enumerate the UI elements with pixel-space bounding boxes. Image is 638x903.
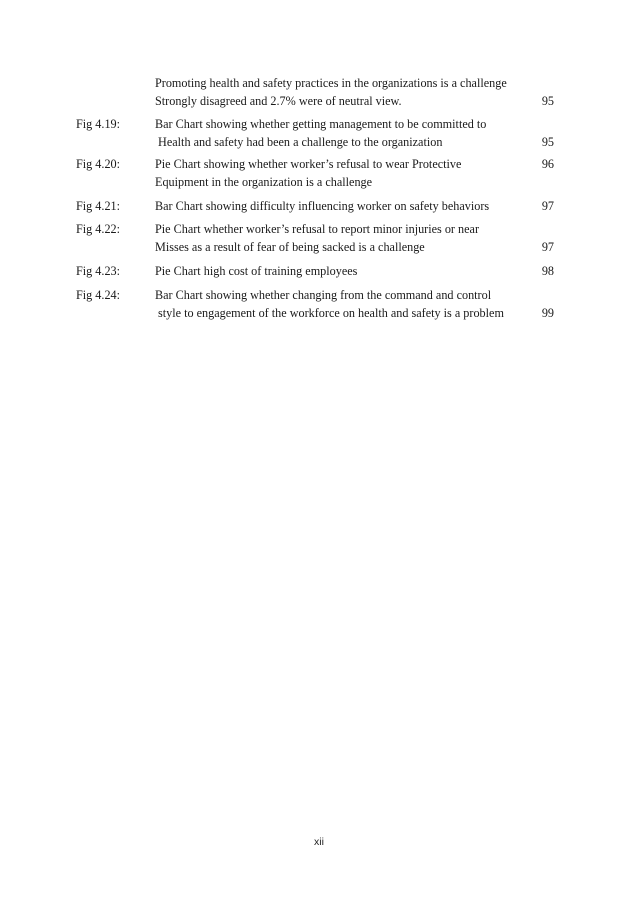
- entry-description-line: Equipment in the organization is a challenge: [155, 175, 373, 189]
- figure-number: Fig 4.23:: [76, 264, 121, 278]
- entry-page-number: 97: [541, 240, 554, 254]
- entry-description-line: Pie Chart high cost of training employees: [155, 264, 358, 278]
- entry-page-number: 95: [541, 94, 554, 108]
- figure-number: Fig 4.22:: [76, 222, 121, 236]
- entry-description-line: Strongly disagreed and 2.7% were of neutral view.: [155, 94, 402, 108]
- entry-description-line: Bar Chart showing whether changing from the command and control: [155, 288, 492, 302]
- entry-description: [155, 262, 357, 280]
- figure-number: Fig 4.21:: [76, 199, 121, 213]
- figure-number: Fig 4.24:: [76, 288, 121, 302]
- entry-page-number: 97: [541, 199, 554, 213]
- entry-description: [155, 155, 461, 191]
- entry-description-line: style to engagement of the workforce on health and safety is a problem: [155, 306, 504, 320]
- entry-description: [155, 74, 507, 110]
- entry-page-number: 98: [541, 264, 554, 278]
- entry-description-line: Bar Chart showing difficulty influencing worker on safety behaviors: [155, 199, 490, 213]
- entry-page-number: 99: [541, 306, 554, 320]
- entry-description: [155, 220, 479, 256]
- entry-description-line: Promoting health and safety practices in the organizations is a challenge: [155, 76, 507, 90]
- entry-description: [155, 115, 486, 151]
- entry-description-line: Misses as a result of fear of being sacked is a challenge: [155, 240, 425, 254]
- entry-page-number: 96: [541, 157, 554, 171]
- figure-number: Fig 4.20:: [76, 157, 121, 171]
- entry-page-number: 95: [541, 135, 554, 149]
- entry-description: [155, 286, 504, 322]
- page-footer-number: xii: [314, 836, 324, 848]
- entry-description-line: Health and safety had been a challenge to the organization: [155, 135, 443, 149]
- entry-description-line: Pie Chart whether worker’s refusal to report minor injuries or near: [155, 222, 479, 236]
- figure-number: Fig 4.19:: [76, 117, 121, 131]
- entry-description: [155, 197, 489, 215]
- entry-description-line: Pie Chart showing whether worker’s refusal to wear Protective: [155, 157, 462, 171]
- entry-description-line: Bar Chart showing whether getting management to be committed to: [155, 117, 487, 131]
